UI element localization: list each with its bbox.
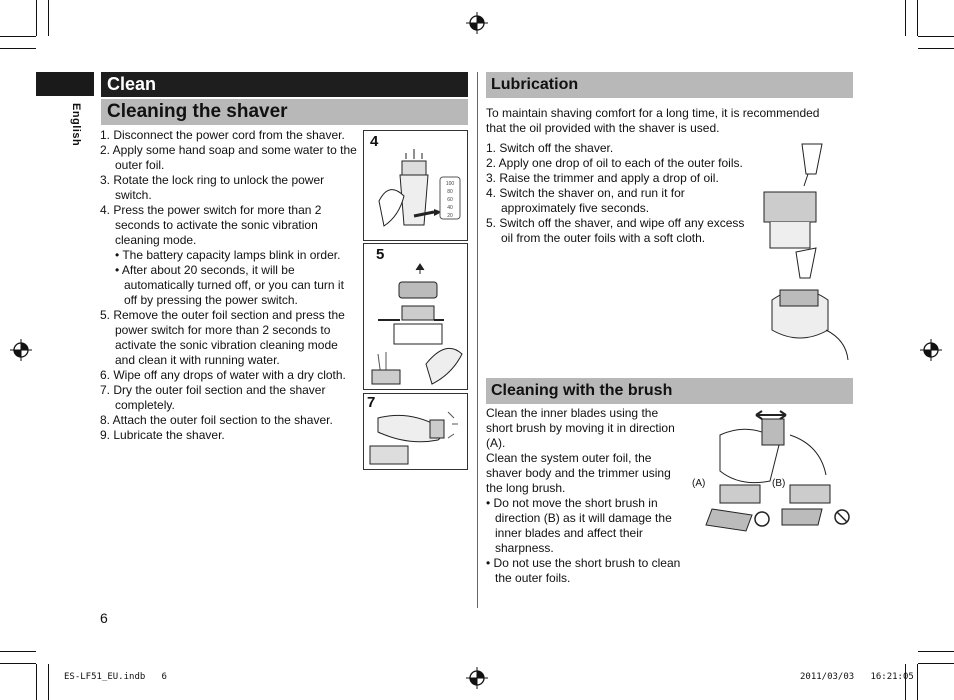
- brush-paragraph: Clean the system outer foil, the shaver body and the trimmer using the long brush.: [486, 451, 671, 495]
- battery-level-60: 60: [447, 197, 453, 203]
- step-item: 3. Rotate the lock ring to unlock the power switch.: [100, 173, 325, 202]
- figure-number: 5: [376, 246, 385, 263]
- step-item: 2. Apply some hand soap and some water to the outer foil.: [100, 143, 357, 172]
- figure-number: 4: [370, 133, 379, 150]
- figure-4: [363, 130, 468, 241]
- subsection-title: Cleaning the shaver: [107, 101, 288, 122]
- shaver-drying-illustration: [364, 394, 467, 469]
- step-item: 7. Dry the outer foil section and the shaver completely.: [100, 383, 326, 412]
- step-item: 3. Raise the trimmer and apply a drop of oil.: [486, 171, 719, 185]
- language-tab: [36, 72, 94, 96]
- step-item: 6. Wipe off any drops of water with a dry cloth.: [100, 368, 346, 382]
- battery-level-20: 20: [447, 213, 453, 219]
- step-item: 8. Attach the outer foil section to the shaver.: [100, 413, 333, 427]
- lubrication-title: Lubrication: [491, 76, 579, 93]
- step-item: 5. Remove the outer foil section and press the power switch for more than 2 seconds to activate the sonic vibration cleaning mode and clean it with running water.: [100, 308, 345, 367]
- step-item: 1. Disconnect the power cord from the shaver.: [100, 128, 345, 142]
- step-item: 9. Lubricate the shaver.: [100, 428, 225, 442]
- column-divider: [477, 72, 478, 608]
- lubrication-title-bar: [486, 72, 853, 98]
- footer-timestamp: 2011/03/03 16:21:05: [800, 672, 914, 682]
- step-bullet: • After about 20 seconds, it will be automatically turned off, or you can turn it off by pressing the power switch.: [115, 263, 344, 307]
- brush-instructions: [486, 406, 686, 586]
- page-number: 6: [100, 610, 108, 626]
- step-item: 4. Switch the shaver on, and run it for approximately five seconds.: [486, 186, 685, 215]
- brush-title-bar: [486, 378, 853, 404]
- lubrication-intro: To maintain shaving comfort for a long time, it is recommended that the oil provided with the shaver is used.: [486, 106, 820, 135]
- oil-application-illustration: [756, 140, 854, 362]
- battery-level-100: 100: [445, 181, 455, 187]
- registration-mark-icon: [920, 339, 942, 361]
- registration-mark-icon: [10, 339, 32, 361]
- direction-label-a: (A): [692, 478, 706, 489]
- footer-filename: ES-LF51_EU.indb 6: [64, 672, 167, 682]
- foil-removal-illustration: [364, 244, 467, 389]
- battery-level-80: 80: [447, 189, 453, 195]
- cleaning-steps: [100, 128, 358, 443]
- step-item: 5. Switch off the shaver, and wipe off any excess oil from the outer foils with a soft cloth.: [486, 216, 745, 245]
- brush-title: Cleaning with the brush: [491, 382, 673, 399]
- subsection-title-bar: [101, 99, 468, 125]
- brush-paragraph: Clean the inner blades using the short brush by moving it in direction (A).: [486, 406, 675, 450]
- brush-direction-illustration: [690, 405, 855, 540]
- language-label: English: [70, 103, 82, 147]
- section-title: Clean: [107, 74, 157, 94]
- battery-level-labels: [443, 180, 457, 220]
- figure-number: 7: [367, 394, 376, 411]
- figure-5: [363, 243, 468, 390]
- step-item: 1. Switch off the shaver.: [486, 141, 614, 155]
- brush-warning: • Do not use the short brush to clean the outer foils.: [486, 556, 681, 585]
- step-item: 4. Press the power switch for more than 2 seconds to activate the sonic vibration cleaning mode.: [100, 203, 322, 247]
- section-title-bar: [101, 72, 468, 97]
- registration-mark-icon: [466, 667, 488, 689]
- figure-7: [363, 393, 468, 470]
- brush-warning: • Do not move the short brush in direction (B) as it will damage the inner blades and affect their sharpness.: [486, 496, 672, 555]
- direction-label-b: (B): [772, 478, 786, 489]
- step-item: 2. Apply one drop of oil to each of the outer foils.: [486, 156, 743, 170]
- registration-mark-icon: [466, 12, 488, 34]
- battery-level-40: 40: [447, 205, 453, 211]
- step-bullet: • The battery capacity lamps blink in order.: [115, 248, 341, 262]
- lubrication-steps: [486, 141, 756, 246]
